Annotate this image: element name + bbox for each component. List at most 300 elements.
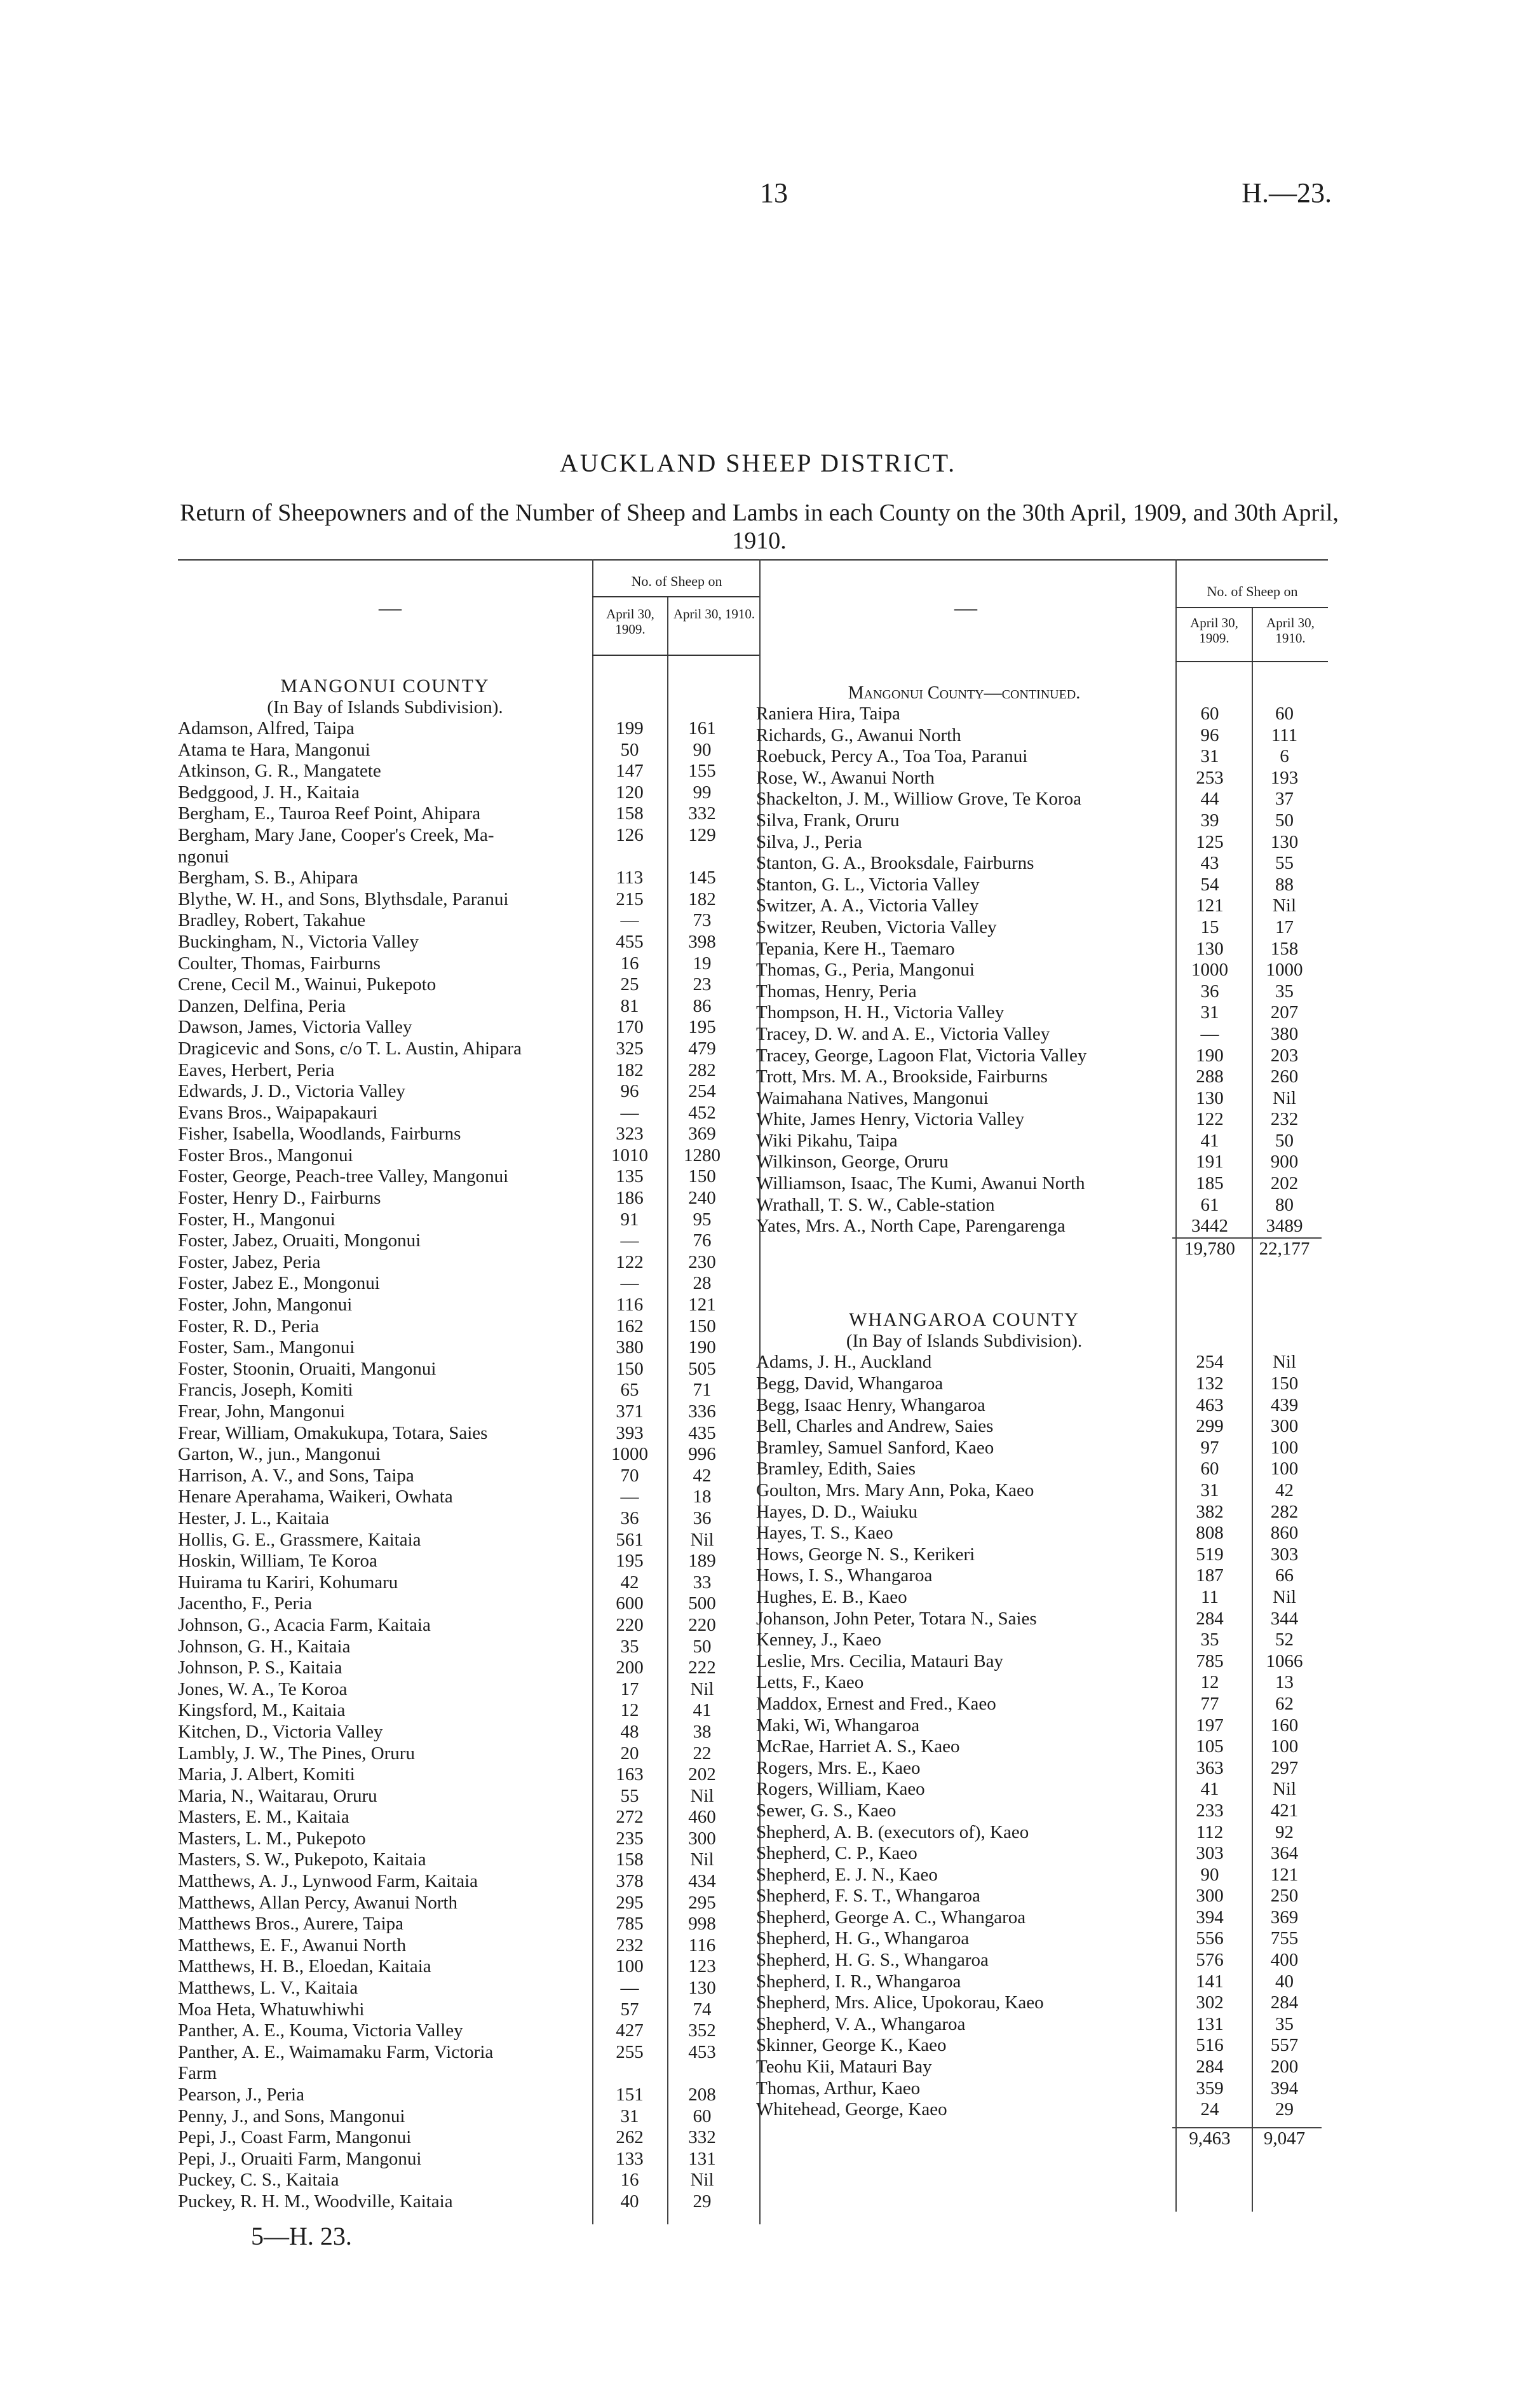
sheep-1909: 253 <box>1196 767 1224 788</box>
mangonui-continued-rows <box>756 704 1322 1237</box>
whangaroa-total-row <box>756 2127 1322 2149</box>
sheep-1909: 785 <box>616 1914 644 1935</box>
sheep-1910: 92 <box>1275 1821 1294 1842</box>
owner-name: Hoskin, William, Te Koroa <box>178 1551 377 1572</box>
sheep-1909: 284 <box>1196 1608 1224 1629</box>
owner-name: Hollis, G. E., Grassmere, Kaitaia <box>178 1529 421 1550</box>
sheep-1910: 222 <box>688 1657 716 1678</box>
owner-name: Dragicevic and Sons, c/o T. L. Austin, Ahipara <box>178 1038 522 1059</box>
sheep-1909: 41 <box>1200 1130 1219 1151</box>
sheep-1910: 150 <box>1270 1373 1299 1394</box>
table-row <box>756 1395 1322 1417</box>
sheep-1910: 35 <box>1275 2013 1294 2034</box>
sheep-1910: 62 <box>1275 1693 1294 1714</box>
table-row <box>178 1401 737 1423</box>
sheep-1909: 359 <box>1196 2078 1224 2098</box>
sheep-1910: 52 <box>1275 1629 1294 1650</box>
sheep-1909: 162 <box>616 1316 644 1337</box>
owner-name: Sewer, G. S., Kaeo <box>756 1800 897 1821</box>
sheep-1910: 202 <box>688 1764 716 1785</box>
table-row <box>756 1865 1322 1886</box>
table-row <box>178 889 737 911</box>
owner-name: Begg, Isaac Henry, Whangaroa <box>756 1394 985 1415</box>
table-row <box>756 1195 1322 1216</box>
sheep-1910: 282 <box>688 1059 716 1080</box>
sheep-1909: 232 <box>616 1935 644 1956</box>
table-row <box>178 1551 737 1572</box>
sheep-1910: 297 <box>1270 1757 1299 1778</box>
sheep-1910: 23 <box>693 974 712 995</box>
sheep-1910: 394 <box>1270 2078 1299 2098</box>
sheep-1910: 90 <box>693 739 712 760</box>
sheep-1909: 125 <box>1196 831 1224 852</box>
table-row <box>178 1871 737 1893</box>
sheep-1909: 150 <box>616 1358 644 1379</box>
owner-name: Shepherd, H. G., Whangaroa <box>756 1928 970 1949</box>
owner-name: Jones, W. A., Te Koroa <box>178 1678 348 1699</box>
table-row <box>178 1657 737 1679</box>
sheep-1909: 576 <box>1196 1950 1224 1971</box>
sheep-1910: 73 <box>693 910 712 931</box>
sheep-1910: 250 <box>1270 1886 1299 1907</box>
sheep-1910: 1066 <box>1266 1650 1303 1671</box>
owner-name: Rose, W., Awanui North <box>756 767 935 788</box>
owner-name: Eaves, Herbert, Peria <box>178 1059 335 1080</box>
table-row <box>756 1352 1322 1373</box>
sheep-1909: 31 <box>1200 1480 1219 1500</box>
sheep-1910: 88 <box>1275 874 1294 895</box>
sheep-1909: 394 <box>1196 1907 1224 1928</box>
sheep-1910: 332 <box>688 2127 716 2148</box>
table-row <box>178 1038 737 1060</box>
sheep-1910: 37 <box>1275 789 1294 810</box>
right-header-bottom-rule <box>1175 661 1328 662</box>
owner-name: Foster, Stoonin, Oruaiti, Mangonui <box>178 1358 437 1379</box>
table-row <box>756 1694 1322 1715</box>
sheep-1910: 130 <box>688 1978 716 1999</box>
sheep-1910: 369 <box>688 1124 716 1145</box>
sheep-1910: 220 <box>688 1614 716 1635</box>
owner-name: Kitchen, D., Victoria Valley <box>178 1721 383 1742</box>
table-row <box>756 1544 1322 1566</box>
sheep-1910: 400 <box>1270 1950 1299 1971</box>
sheep-1909: 262 <box>616 2127 644 2148</box>
sheep-1910: 208 <box>688 2085 716 2105</box>
sheep-1909: 25 <box>620 974 639 995</box>
sheep-1909: — <box>620 1102 639 1123</box>
table-row <box>178 996 737 1017</box>
sheep-1910: 74 <box>693 1999 712 2020</box>
table-row <box>756 1002 1322 1024</box>
sheep-1909: 35 <box>1200 1629 1219 1650</box>
left-header-1910: April 30, 1910. <box>673 606 755 622</box>
sheep-1909: 60 <box>1200 704 1219 724</box>
owner-name: Hughes, E. B., Kaeo <box>756 1586 907 1607</box>
sheep-1909: 16 <box>620 2170 639 2191</box>
table-row <box>178 2063 737 2085</box>
table-row <box>178 2149 737 2170</box>
sheep-1910: 55 <box>1275 853 1294 874</box>
owner-name: Pepi, J., Oruaiti Farm, Mangonui <box>178 2148 422 2169</box>
table-row <box>178 1230 737 1252</box>
sheep-1910: 230 <box>688 1251 716 1272</box>
sheep-1909: 182 <box>616 1059 644 1080</box>
owner-name: Richards, G., Awanui North <box>756 724 961 745</box>
table-row <box>178 1444 737 1466</box>
owner-name: Foster, H., Mangonui <box>178 1209 335 1230</box>
table-row <box>178 1999 737 2021</box>
table-row <box>178 1145 737 1167</box>
owner-name: Switzer, Reuben, Victoria Valley <box>756 916 997 937</box>
table-row <box>178 1508 737 1530</box>
owner-name: Foster, Jabez E., Mongonui <box>178 1273 380 1294</box>
owner-name: Matthews, H. B., Eloedan, Kaitaia <box>178 1956 431 1977</box>
sheep-1910: 42 <box>1275 1480 1294 1500</box>
owner-name: Masters, L. M., Pukepoto <box>178 1828 366 1849</box>
owner-name: Masters, E. M., Kaitaia <box>178 1807 349 1828</box>
sheep-1910: 19 <box>693 953 712 974</box>
sheep-1910: 36 <box>693 1507 712 1528</box>
sheep-1910: 203 <box>1270 1045 1299 1066</box>
sheep-1910: 557 <box>1270 2035 1299 2056</box>
sheep-1909: 371 <box>616 1401 644 1422</box>
whangaroa-table-rows <box>756 1352 1322 2120</box>
owner-name: Bergham, E., Tauroa Reef Point, Ahipara <box>178 803 481 824</box>
owner-name: Wiki Pikahu, Taipa <box>756 1130 898 1151</box>
sheep-1910: 207 <box>1270 1002 1299 1023</box>
sheep-1909: 36 <box>1200 981 1219 1002</box>
owner-name: Edwards, J. D., Victoria Valley <box>178 1081 406 1102</box>
sheep-1910: 22 <box>693 1743 712 1764</box>
owner-name: Puckey, C. S., Kaitaia <box>178 2170 339 2191</box>
left-header-1909: April 30, 1909. <box>606 606 654 637</box>
table-row <box>756 2057 1322 2078</box>
sheep-1910: 900 <box>1270 1152 1299 1173</box>
sheep-1910: 434 <box>688 1871 716 1892</box>
owner-name: Stanton, G. A., Brooksdale, Fairburns <box>756 853 1034 874</box>
sheep-1909: 81 <box>620 995 639 1016</box>
sheep-1910: Nil <box>1272 1087 1297 1108</box>
sheep-1909: — <box>620 910 639 931</box>
owner-name: Foster, Sam., Mangonui <box>178 1337 355 1358</box>
owner-name: McRae, Harriet A. S., Kaeo <box>756 1736 960 1757</box>
table-row <box>178 1166 737 1188</box>
table-row <box>178 825 737 847</box>
owner-name: Johnson, G. H., Kaitaia <box>178 1636 351 1657</box>
owner-name: Blythe, W. H., and Sons, Blythsdale, Paranui <box>178 888 509 909</box>
sheep-1909: — <box>620 1230 639 1251</box>
table-row <box>178 1017 737 1038</box>
sheep-1909: 112 <box>1196 1821 1224 1842</box>
table-row <box>756 832 1322 854</box>
sheep-1909: 200 <box>616 1657 644 1678</box>
owner-name: Bergham, Mary Jane, Cooper's Creek, Ma- <box>178 824 494 845</box>
sheep-1909: 126 <box>616 824 644 845</box>
owner-name: Johanson, John Peter, Totara N., Saies <box>756 1608 1037 1629</box>
sheep-1909: 15 <box>1200 916 1219 937</box>
table-row <box>178 1828 737 1850</box>
sheep-1910: 145 <box>688 867 716 888</box>
sheep-1910: 200 <box>1270 2057 1299 2078</box>
sheep-1910: 398 <box>688 931 716 952</box>
owner-name: Shepherd, A. B. (executors of), Kaeo <box>756 1821 1029 1842</box>
sheep-1910: 42 <box>693 1465 712 1486</box>
table-row <box>756 1843 1322 1865</box>
table-row <box>756 2035 1322 2057</box>
sheep-1909: 1010 <box>611 1145 648 1166</box>
sheep-1909: 39 <box>1200 810 1219 831</box>
table-row <box>756 2014 1322 2036</box>
table-row <box>178 1849 737 1871</box>
owner-name: Atkinson, G. R., Mangatete <box>178 761 381 782</box>
sheep-1909: 455 <box>616 931 644 952</box>
sheep-1909: 302 <box>1196 1992 1224 2013</box>
owner-name: Johnson, G., Acacia Farm, Kaitaia <box>178 1614 431 1635</box>
sheep-1909: 235 <box>616 1828 644 1849</box>
sheep-1909: 561 <box>616 1529 644 1550</box>
table-row <box>756 1438 1322 1459</box>
sheep-1909: 3442 <box>1191 1216 1228 1237</box>
sheep-1909: 199 <box>616 718 644 738</box>
sheep-1909: 185 <box>1196 1173 1224 1194</box>
table-row <box>756 746 1322 768</box>
mangonui-county-title: MANGONUI COUNTY <box>280 676 490 697</box>
sheep-1909: 1000 <box>1191 960 1228 981</box>
left-name-header-dash: — <box>379 595 402 620</box>
sheep-1910: 479 <box>688 1038 716 1059</box>
sheep-1909: 70 <box>620 1465 639 1486</box>
sheep-1910: 116 <box>688 1935 716 1956</box>
sheep-1909: 141 <box>1196 1971 1224 1992</box>
table-row <box>756 1131 1322 1152</box>
sheep-1910: 460 <box>688 1807 716 1828</box>
owner-name: Shepherd, E. J. N., Kaeo <box>756 1864 938 1885</box>
sheep-1910: 202 <box>1270 1173 1299 1194</box>
table-row <box>178 1764 737 1786</box>
footer-code: 5—H. 23. <box>251 2222 352 2250</box>
owner-name: White, James Henry, Victoria Valley <box>756 1109 1025 1130</box>
sheep-1910: 364 <box>1270 1843 1299 1864</box>
sheep-1910: 40 <box>1275 1971 1294 1992</box>
sheep-1909: 299 <box>1196 1416 1224 1437</box>
mangonui-total-1910: 22,177 <box>1247 1237 1322 1259</box>
sheep-1909: 1000 <box>611 1444 648 1465</box>
table-row <box>178 1956 737 1978</box>
owner-name: Silva, Frank, Oruru <box>756 810 900 831</box>
sheep-1909: 284 <box>1196 2057 1224 2078</box>
sheep-1909: 220 <box>616 1614 644 1635</box>
sheep-1909: 195 <box>616 1551 644 1572</box>
owner-name: Foster, Henry D., Fairburns <box>178 1188 381 1209</box>
owner-name: Shepherd, F. S. T., Whangaroa <box>756 1886 980 1907</box>
sheep-1909: 556 <box>1196 1928 1224 1949</box>
owner-name: Bergham, S. B., Ahipara <box>178 867 358 888</box>
sheep-1909: 36 <box>620 1507 639 1528</box>
sheep-1910: 121 <box>688 1295 716 1316</box>
owner-name: Frear, William, Omakukupa, Totara, Saies <box>178 1422 488 1443</box>
table-row <box>178 718 737 740</box>
sheep-1910: 193 <box>1270 767 1299 788</box>
sheep-1910: 28 <box>693 1273 712 1294</box>
owner-name: Maria, N., Waitarau, Oruru <box>178 1785 377 1806</box>
owner-name: Roebuck, Percy A., Toa Toa, Paranui <box>756 746 1028 767</box>
sheep-1910: Nil <box>690 1678 714 1699</box>
table-row <box>756 1152 1322 1173</box>
sheep-1909: 186 <box>616 1188 644 1209</box>
sheep-1909: 325 <box>616 1038 644 1059</box>
sheep-1909: 42 <box>620 1572 639 1593</box>
owner-name: Letts, F., Kaeo <box>756 1672 864 1693</box>
sheep-1909: 60 <box>1200 1459 1219 1479</box>
owner-name: Adams, J. H., Auckland <box>756 1352 932 1373</box>
sheep-1910: 998 <box>688 1914 716 1935</box>
owner-name: Shepherd, I. R., Whangaroa <box>756 1971 961 1992</box>
owner-name: Matthews, L. V., Kaitaia <box>178 1978 358 1999</box>
sheep-1910: 41 <box>693 1700 712 1721</box>
table-row <box>756 1045 1322 1067</box>
sheep-1909: 113 <box>616 867 644 888</box>
sheep-1910: 161 <box>688 718 716 738</box>
owner-name: Switzer, A. A., Victoria Valley <box>756 895 979 916</box>
table-row <box>756 1088 1322 1110</box>
sheep-1910: 254 <box>688 1081 716 1102</box>
table-row <box>756 1736 1322 1758</box>
table-row <box>178 2170 737 2191</box>
owner-name: Hayes, D. D., Waiuku <box>756 1501 918 1522</box>
table-row <box>756 1066 1322 1088</box>
sheep-1910: 129 <box>688 824 716 845</box>
owner-name: Matthews, A. J., Lynwood Farm, Kaitaia <box>178 1871 478 1892</box>
owner-name: Begg, David, Whangaroa <box>756 1373 944 1394</box>
table-row <box>756 874 1322 896</box>
table-row <box>756 1587 1322 1609</box>
table-row <box>178 2020 737 2042</box>
sheep-1909: 43 <box>1200 853 1219 874</box>
table-row <box>178 1530 737 1551</box>
owner-name: Foster, John, Mangonui <box>178 1295 353 1316</box>
sheep-1909: 91 <box>620 1209 639 1230</box>
table-row <box>178 1295 737 1316</box>
table-row <box>178 1700 737 1722</box>
owner-name: Crene, Cecil M., Wainui, Pukepoto <box>178 974 437 995</box>
sheep-1910: 300 <box>1270 1416 1299 1437</box>
owner-name: Thompson, H. H., Victoria Valley <box>756 1002 1005 1023</box>
sheep-1910: 336 <box>688 1401 716 1422</box>
sheep-1909: 50 <box>620 739 639 760</box>
table-row <box>178 1337 737 1359</box>
owner-name: Matthews Bros., Aurere, Taipa <box>178 1914 404 1935</box>
owner-name: Maddox, Ernest and Fred., Kaeo <box>756 1693 996 1714</box>
owner-name: Tepania, Kere H., Taemaro <box>756 938 955 959</box>
sheep-1910: 38 <box>693 1721 712 1742</box>
sheep-1909: 163 <box>616 1764 644 1785</box>
owner-name: Williamson, Isaac, The Kumi, Awanui North <box>756 1173 1085 1194</box>
table-row <box>178 803 737 825</box>
table-row <box>756 725 1322 747</box>
sheep-1909: — <box>620 1273 639 1294</box>
table-row <box>178 1978 737 1999</box>
sheep-1910: Nil <box>1272 1352 1297 1373</box>
owner-name: Stanton, G. L., Victoria Valley <box>756 874 980 895</box>
table-row <box>178 1486 737 1508</box>
sheep-1909: 135 <box>616 1166 644 1187</box>
owner-name: Wilkinson, George, Oruru <box>756 1152 949 1173</box>
table-row <box>178 1081 737 1103</box>
right-header-1910: April 30, 1910. <box>1266 615 1315 646</box>
table-row <box>178 2191 737 2213</box>
sheep-1909: 65 <box>620 1380 639 1401</box>
owner-name: Foster, George, Peach-tree Valley, Mangonui <box>178 1166 509 1187</box>
owner-name: Hows, George N. S., Kerikeri <box>756 1544 975 1565</box>
table-row <box>756 1480 1322 1502</box>
sheep-1910: 232 <box>1270 1109 1299 1130</box>
whangaroa-total-1910: 9,047 <box>1247 2127 1322 2149</box>
sheep-1909: 170 <box>616 1017 644 1038</box>
table-row <box>756 1971 1322 1993</box>
sheep-1909: — <box>620 1486 639 1507</box>
owner-name: Trott, Mrs. M. A., Brookside, Fairburns <box>756 1066 1048 1087</box>
owner-name: Hows, I. S., Whangaroa <box>756 1565 933 1586</box>
sheep-1910: Nil <box>690 1529 714 1550</box>
owner-name: Shepherd, V. A., Whangaroa <box>756 2013 966 2034</box>
sheep-1909: 24 <box>1200 2099 1219 2120</box>
owner-name: Hayes, T. S., Kaeo <box>756 1523 893 1544</box>
owner-name: Danzen, Delfina, Peria <box>178 995 346 1016</box>
sheep-1909: 197 <box>1196 1715 1224 1736</box>
sheep-1910 <box>667 2063 737 2085</box>
table-row <box>178 1380 737 1401</box>
table-row <box>178 1935 737 1957</box>
table-row <box>756 1886 1322 1907</box>
table-row <box>178 782 737 804</box>
right-header-rule <box>1175 607 1328 608</box>
owner-name: Foster, Jabez, Oruaiti, Mongonui <box>178 1230 421 1251</box>
sheep-1909: 323 <box>616 1124 644 1145</box>
owner-name: Bramley, Samuel Sanford, Kaeo <box>756 1437 994 1458</box>
table-row <box>178 1572 737 1594</box>
owner-name: Dawson, James, Victoria Valley <box>178 1017 412 1038</box>
sheep-1910: 130 <box>1270 831 1299 852</box>
sheep-1910: 195 <box>688 1017 716 1038</box>
table-row <box>178 847 737 868</box>
sheep-1910: 100 <box>1270 1459 1299 1479</box>
owner-name: Evans Bros., Waipapakauri <box>178 1102 378 1123</box>
table-row <box>756 1928 1322 1950</box>
sheep-1909: 393 <box>616 1422 644 1443</box>
sheep-1909: 147 <box>616 761 644 782</box>
sheep-1909: 516 <box>1196 2035 1224 2056</box>
owner-name: Shepherd, H. G. S., Whangaroa <box>756 1950 989 1971</box>
owner-name: Wrathall, T. S. W., Cable-station <box>756 1194 995 1215</box>
table-row <box>756 1502 1322 1523</box>
table-row <box>756 960 1322 981</box>
sheep-1910: 60 <box>1275 704 1294 724</box>
owner-name: Shepherd, C. P., Kaeo <box>756 1843 917 1864</box>
sheep-1910: 131 <box>688 2148 716 2169</box>
owner-name: Masters, S. W., Pukepoto, Kaitaia <box>178 1849 426 1870</box>
sheep-1910: 500 <box>688 1593 716 1614</box>
sheep-1909: 17 <box>620 1678 639 1699</box>
sheep-1909: 132 <box>1196 1373 1224 1394</box>
sheep-1910: 35 <box>1275 981 1294 1002</box>
owner-name: Whitehead, George, Kaeo <box>756 2099 947 2120</box>
owner-name: Harrison, A. V., and Sons, Taipa <box>178 1465 414 1486</box>
owner-name: Foster, R. D., Peria <box>178 1316 319 1337</box>
table-row <box>178 1615 737 1636</box>
sheep-1910: 421 <box>1270 1800 1299 1821</box>
table-row <box>756 704 1322 725</box>
sheep-1909: 100 <box>616 1956 644 1977</box>
